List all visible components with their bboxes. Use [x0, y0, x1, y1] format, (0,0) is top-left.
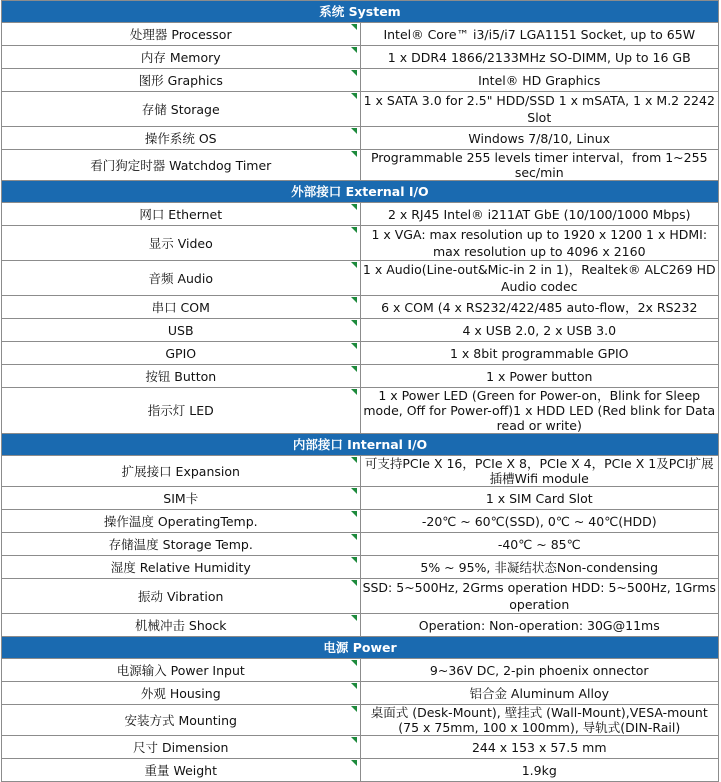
- spec-value: Programmable 255 levels timer interval，from 1~255 sec/min: [360, 150, 719, 181]
- spec-value: 1 x VGA: max resolution up to 1920 x 1200 1 x HDMI: max resolution up to 4096 x 2160: [360, 226, 719, 261]
- section-title: 电源 Power: [2, 637, 719, 659]
- spec-value: 1 x Power button: [360, 365, 719, 388]
- spec-value: 1 x SATA 3.0 for 2.5" HDD/SSD 1 x mSATA, 1 x M.2 2242 Slot: [360, 92, 719, 127]
- spec-value: -40℃ ~ 85℃: [360, 533, 719, 556]
- spec-value: 244 x 153 x 57.5 mm: [360, 736, 719, 759]
- spec-row: [2, 659, 719, 682]
- spec-row: [2, 533, 719, 556]
- spec-table-body: [2, 1, 719, 782]
- section-title: 外部接口 External I/O: [2, 181, 719, 203]
- spec-label: 扩展接口 Expansion: [2, 456, 361, 487]
- section-header: [2, 181, 719, 203]
- spec-row: [2, 705, 719, 736]
- spec-row: [2, 319, 719, 342]
- spec-row: [2, 579, 719, 614]
- spec-label: 电源输入 Power Input: [2, 659, 361, 682]
- spec-value: 1 x Power LED (Green for Power-on，Blink for Sleep mode, Off for Power-off)1 x HDD LED (Red blink for Data read or write): [360, 388, 719, 434]
- spec-label: 图形 Graphics: [2, 69, 361, 92]
- spec-row: [2, 682, 719, 705]
- spec-row: [2, 614, 719, 637]
- section-title: 系统 System: [2, 1, 719, 23]
- spec-value: 铝合金 Aluminum Alloy: [360, 682, 719, 705]
- section-title: 内部接口 Internal I/O: [2, 434, 719, 456]
- spec-label: 存储 Storage: [2, 92, 361, 127]
- spec-value: Intel® Core™ i3/i5/i7 LGA1151 Socket, up to 65W: [360, 23, 719, 46]
- spec-row: [2, 388, 719, 434]
- spec-value: 9~36V DC, 2-pin phoenix onnector: [360, 659, 719, 682]
- spec-value: 桌面式 (Desk-Mount), 壁挂式 (Wall-Mount),VESA-mount (75 x 75mm, 100 x 100mm), 导轨式(DIN-Rail): [360, 705, 719, 736]
- spec-label: SIM卡: [2, 487, 361, 510]
- spec-label: 尺寸 Dimension: [2, 736, 361, 759]
- spec-label: 看门狗定时器 Watchdog Timer: [2, 150, 361, 181]
- spec-label: 外观 Housing: [2, 682, 361, 705]
- spec-label: 显示 Video: [2, 226, 361, 261]
- spec-label: 按钮 Button: [2, 365, 361, 388]
- spec-row: [2, 92, 719, 127]
- spec-row: [2, 556, 719, 579]
- section-header: [2, 1, 719, 23]
- spec-label: 音频 Audio: [2, 261, 361, 296]
- spec-row: [2, 226, 719, 261]
- spec-value: 5% ~ 95%, 非凝结状态Non-condensing: [360, 556, 719, 579]
- spec-row: [2, 127, 719, 150]
- section-header: [2, 637, 719, 659]
- spec-value: Operation: Non-operation: 30G@11ms: [360, 614, 719, 637]
- spec-value: SSD: 5~500Hz, 2Grms operation HDD: 5~500Hz, 1Grms operation: [360, 579, 719, 614]
- spec-row: [2, 150, 719, 181]
- spec-table: [1, 0, 719, 782]
- spec-row: [2, 342, 719, 365]
- spec-label: 振动 Vibration: [2, 579, 361, 614]
- spec-value: 1 x Audio(Line-out&Mic-in 2 in 1)，Realtek® ALC269 HD Audio codec: [360, 261, 719, 296]
- spec-value: Windows 7/8/10, Linux: [360, 127, 719, 150]
- spec-value: 2 x RJ45 Intel® i211AT GbE (10/100/1000 Mbps): [360, 203, 719, 226]
- spec-row: [2, 759, 719, 782]
- spec-label: 机械冲击 Shock: [2, 614, 361, 637]
- spec-row: [2, 510, 719, 533]
- spec-label: 操作系统 OS: [2, 127, 361, 150]
- spec-row: [2, 456, 719, 487]
- spec-row: [2, 487, 719, 510]
- spec-row: [2, 46, 719, 69]
- spec-row: [2, 23, 719, 46]
- spec-label: 操作温度 OperatingTemp.: [2, 510, 361, 533]
- spec-row: [2, 365, 719, 388]
- spec-label: 湿度 Relative Humidity: [2, 556, 361, 579]
- spec-row: [2, 261, 719, 296]
- spec-row: [2, 736, 719, 759]
- spec-row: [2, 69, 719, 92]
- spec-label: 指示灯 LED: [2, 388, 361, 434]
- spec-value: 6 x COM (4 x RS232/422/485 auto-flow，2x RS232: [360, 296, 719, 319]
- spec-value: -20℃ ~ 60℃(SSD), 0℃ ~ 40℃(HDD): [360, 510, 719, 533]
- spec-label: 串口 COM: [2, 296, 361, 319]
- spec-label: 网口 Ethernet: [2, 203, 361, 226]
- spec-label: 存储温度 Storage Temp.: [2, 533, 361, 556]
- spec-value: 1 x 8bit programmable GPIO: [360, 342, 719, 365]
- spec-value: 1.9kg: [360, 759, 719, 782]
- spec-row: [2, 296, 719, 319]
- spec-value: 1 x SIM Card Slot: [360, 487, 719, 510]
- spec-label: 重量 Weight: [2, 759, 361, 782]
- spec-label: 安装方式 Mounting: [2, 705, 361, 736]
- spec-label: GPIO: [2, 342, 361, 365]
- spec-value: 1 x DDR4 1866/2133MHz SO-DIMM, Up to 16 GB: [360, 46, 719, 69]
- spec-row: [2, 203, 719, 226]
- spec-label: 处理器 Processor: [2, 23, 361, 46]
- spec-label: USB: [2, 319, 361, 342]
- spec-value: Intel® HD Graphics: [360, 69, 719, 92]
- spec-value: 可支持PCIe X 16，PCIe X 8，PCIe X 4，PCIe X 1及PCI扩展插槽Wifi module: [360, 456, 719, 487]
- spec-label: 内存 Memory: [2, 46, 361, 69]
- spec-value: 4 x USB 2.0, 2 x USB 3.0: [360, 319, 719, 342]
- section-header: [2, 434, 719, 456]
